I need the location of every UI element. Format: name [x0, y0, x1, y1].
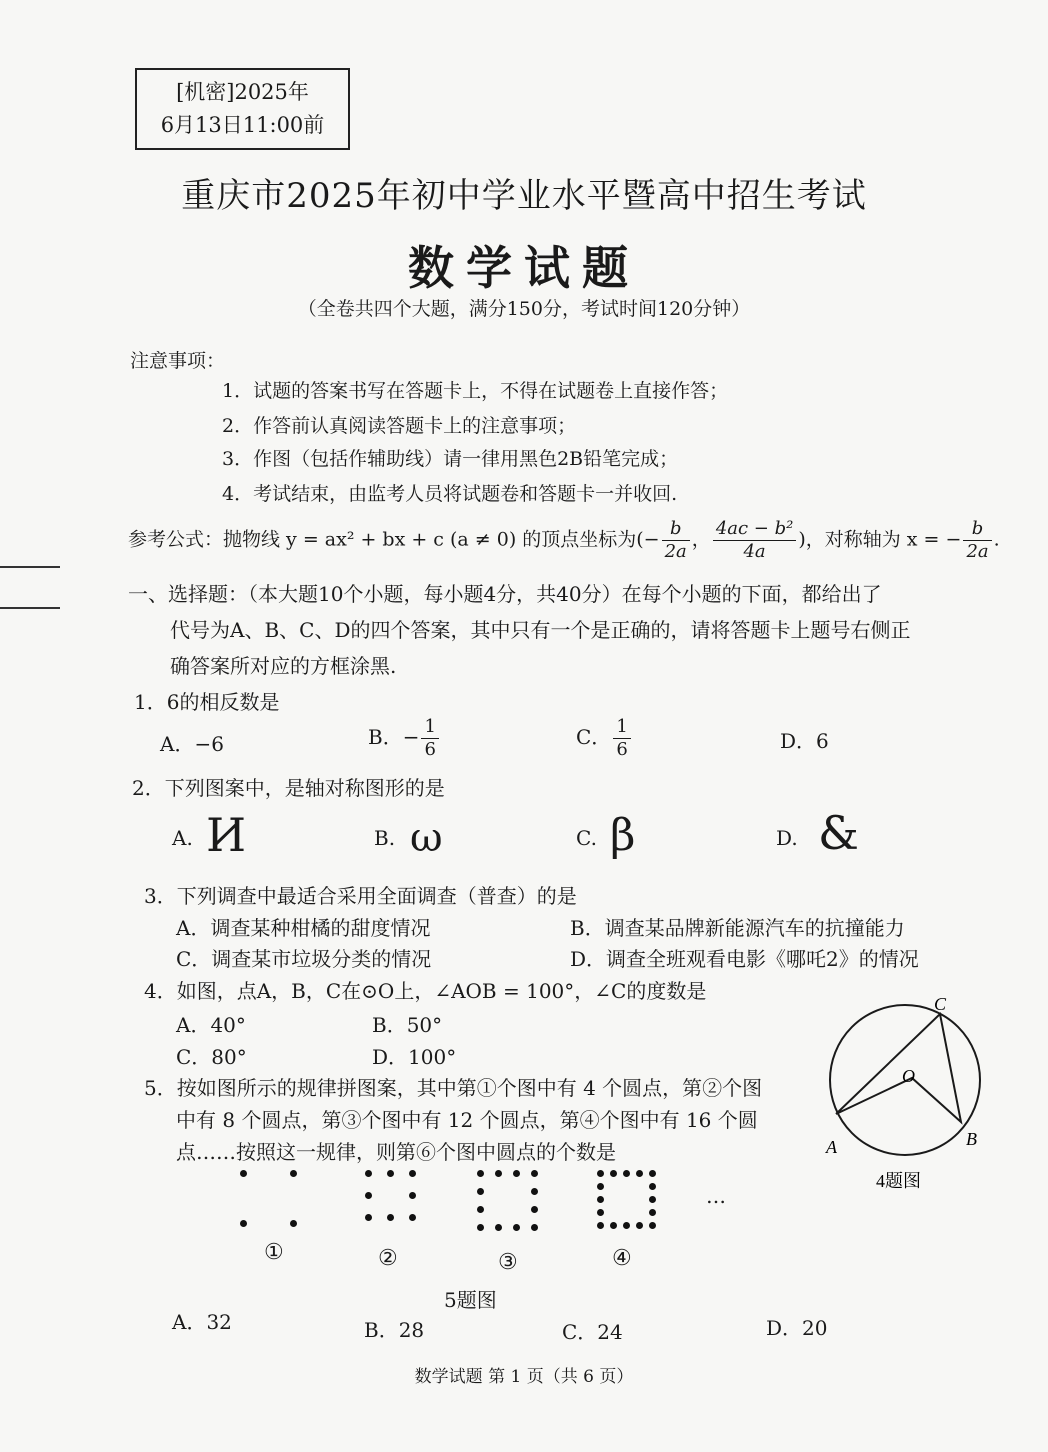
formula-frac-1-num: b [662, 518, 690, 541]
exam-subtitle: （全卷共四个大题，满分150分，考试时间120分钟） [297, 298, 751, 320]
q5-line-2: 中有 8 个圆点，第③个图中有 12 个圆点，第④个图中有 16 个圆 [176, 1108, 758, 1132]
q5-option-a: A．32 [172, 1310, 232, 1334]
q2-option-a-glyph: И [206, 808, 247, 862]
q5-dot [623, 1222, 630, 1229]
q5-label-1: ① [264, 1240, 284, 1265]
q5-dot [597, 1196, 604, 1203]
section-1-line-1: 一、选择题：（本大题10个小题，每小题4分，共40分）在每个小题的下面，都给出了 [128, 582, 882, 606]
q1-c-num: 1 [613, 716, 630, 739]
q2-option-b-glyph: ω [410, 815, 443, 861]
q4-option-c: C．80° [176, 1045, 247, 1069]
reference-formula [128, 518, 1000, 563]
formula-frac-2-den: 4a [743, 541, 766, 562]
q5-dot [636, 1170, 643, 1177]
q2-option-c-label: C. [576, 826, 597, 850]
q5-option-b: B．28 [364, 1318, 425, 1342]
notice-item-2: 2．作答前认真阅读答题卡上的注意事项； [222, 415, 577, 437]
q1-option-a: A．−6 [160, 732, 224, 756]
q2-option-a-label: A. [172, 826, 193, 850]
stamp-line-2: 6月13日11:00前 [160, 113, 325, 137]
q1-b-num: 1 [421, 716, 438, 739]
q5-dot [240, 1170, 247, 1177]
q4-option-b: B．50° [372, 1013, 443, 1037]
q2-option-c-glyph: β [610, 810, 636, 861]
q5-dot [477, 1188, 484, 1195]
notice-heading: 注意事项： [130, 350, 226, 372]
q5-dot [477, 1206, 484, 1213]
formula-frac-3-den: 2a [966, 541, 989, 562]
q4-lines [836, 1014, 961, 1122]
q5-dot [597, 1209, 604, 1216]
formula-suffix: )，对称轴为 x = − [798, 528, 962, 551]
q5-dot [531, 1206, 538, 1213]
q5-option-d: D．20 [766, 1316, 828, 1340]
q3-option-d: D．调查全班观看电影《哪吒2》的情况 [570, 947, 919, 971]
page-footer: 数学试题 第 1 页（共 6 页） [414, 1367, 634, 1387]
q5-label-2: ② [378, 1246, 398, 1271]
q1-option-c-frac [613, 716, 630, 761]
q5-dot [290, 1220, 297, 1227]
q2-option-d-glyph: & [818, 806, 859, 860]
q4-figure [818, 990, 998, 1190]
formula-frac-1-den: 2a [664, 541, 687, 562]
q3-option-c: C．调查某市垃圾分类的情况 [176, 947, 432, 971]
q5-dot [531, 1170, 538, 1177]
q5-dot [387, 1170, 394, 1177]
q1-option-c [576, 716, 633, 761]
q5-dot [409, 1170, 416, 1177]
section-1-instructions [128, 576, 1008, 684]
formula-frac-3-num: b [963, 518, 991, 541]
q5-dot [610, 1170, 617, 1177]
q5-dot [610, 1222, 617, 1229]
q5-line-1: 5．按如图所示的规律拼图案，其中第①个图中有 4 个圆点，第②个图 [144, 1076, 763, 1100]
q5-dot [290, 1170, 297, 1177]
formula-mid: ， [691, 528, 711, 551]
q2-option-d-label: D. [776, 826, 798, 850]
q5-dot [495, 1170, 502, 1177]
q5-dot [365, 1192, 372, 1199]
q5-patterns [240, 1170, 740, 1270]
notice-item-4: 4．考试结束，由监考人员将试题卷和答题卡一并收回. [222, 483, 678, 505]
q5-dot [365, 1170, 372, 1177]
formula-end: . [993, 528, 1000, 551]
q1-option-b [368, 716, 441, 761]
q4-option-a: A．40° [176, 1013, 246, 1037]
formula-prefix: 参考公式：抛物线 y = ax² + bx + c (a ≠ 0) 的顶点坐标为(− [128, 528, 660, 551]
q4-caption: 4题图 [876, 1171, 921, 1190]
formula-frac-2 [713, 518, 797, 563]
q5-dot [649, 1183, 656, 1190]
q5-dot [365, 1214, 372, 1221]
q5-dot [597, 1170, 604, 1177]
q1-option-b-label: B．− [368, 725, 420, 749]
q4-label-o: O [902, 1066, 915, 1086]
q5-dot [531, 1188, 538, 1195]
q5-label-3: ③ [498, 1250, 518, 1275]
q5-caption: 5题图 [444, 1288, 497, 1312]
q5-ellipsis: … [706, 1184, 726, 1208]
q5-line-3: 点……按照这一规律，则第⑥个图中圆点的个数是 [176, 1140, 616, 1164]
q5-dot [495, 1224, 502, 1231]
q3-stem: 3．下列调查中最适合采用全面调查（普查）的是 [144, 884, 577, 908]
q1-b-den: 6 [424, 739, 436, 760]
margin-line-bottom [0, 607, 60, 609]
q5-dot [531, 1224, 538, 1231]
formula-frac-3 [963, 518, 991, 563]
stamp-line-1: [机密]2025年 [176, 80, 309, 104]
q5-dot [597, 1183, 604, 1190]
q4-option-d: D．100° [372, 1045, 457, 1069]
q1-option-c-label: C． [576, 725, 612, 749]
q5-label-4: ④ [612, 1246, 632, 1271]
q5-dot [649, 1222, 656, 1229]
q5-dot [477, 1224, 484, 1231]
q4-label-b: B [966, 1129, 977, 1149]
q2-stem: 2．下列图案中，是轴对称图形的是 [132, 776, 445, 800]
q1-option-b-frac [421, 716, 438, 761]
q5-dot [387, 1214, 394, 1221]
q5-dot [649, 1209, 656, 1216]
exam-title: 重庆市2025年初中学业水平暨高中招生考试 [181, 176, 867, 216]
q5-dot [513, 1224, 520, 1231]
q5-dot [477, 1170, 484, 1177]
section-1-line-3: 确答案所对应的方框涂黑. [170, 654, 397, 678]
q3-option-a: A．调查某种柑橘的甜度情况 [176, 916, 431, 940]
notice-item-1: 1．试题的答案书写在答题卡上，不得在试题卷上直接作答； [222, 380, 729, 402]
formula-frac-1 [662, 518, 690, 563]
q5-dot [240, 1220, 247, 1227]
q5-dot [649, 1170, 656, 1177]
q5-dot [649, 1196, 656, 1203]
q5-dot [597, 1222, 604, 1229]
q4-label-c: C [934, 994, 947, 1014]
q3-option-b: B．调查某品牌新能源汽车的抗撞能力 [570, 916, 905, 940]
notice-item-3: 3．作图（包括作辅助线）请一律用黑色2B铅笔完成； [222, 448, 679, 470]
confidential-stamp [135, 68, 350, 150]
q4-stem: 4．如图，点A，B，C在⊙O上，∠AOB = 100°，∠C的度数是 [144, 979, 707, 1003]
q5-dot [623, 1170, 630, 1177]
q5-dot [513, 1170, 520, 1177]
q1-option-d: D．6 [780, 729, 829, 753]
q5-option-c: C．24 [562, 1320, 623, 1344]
q5-dot [409, 1192, 416, 1199]
q5-dot [636, 1222, 643, 1229]
q4-label-a: A [826, 1137, 837, 1157]
formula-frac-2-num: 4ac − b² [713, 518, 797, 541]
section-1-line-2: 代号为A、B、C、D的四个答案，其中只有一个是正确的，请将答题卡上题号右侧正 [170, 618, 911, 642]
margin-line-top [0, 566, 60, 568]
subject-title: 数学试题 [408, 241, 640, 295]
q2-option-b-label: B. [374, 826, 396, 850]
q1-c-den: 6 [616, 739, 628, 760]
q5-dot [409, 1214, 416, 1221]
q1-stem: 1．6的相反数是 [134, 690, 280, 714]
